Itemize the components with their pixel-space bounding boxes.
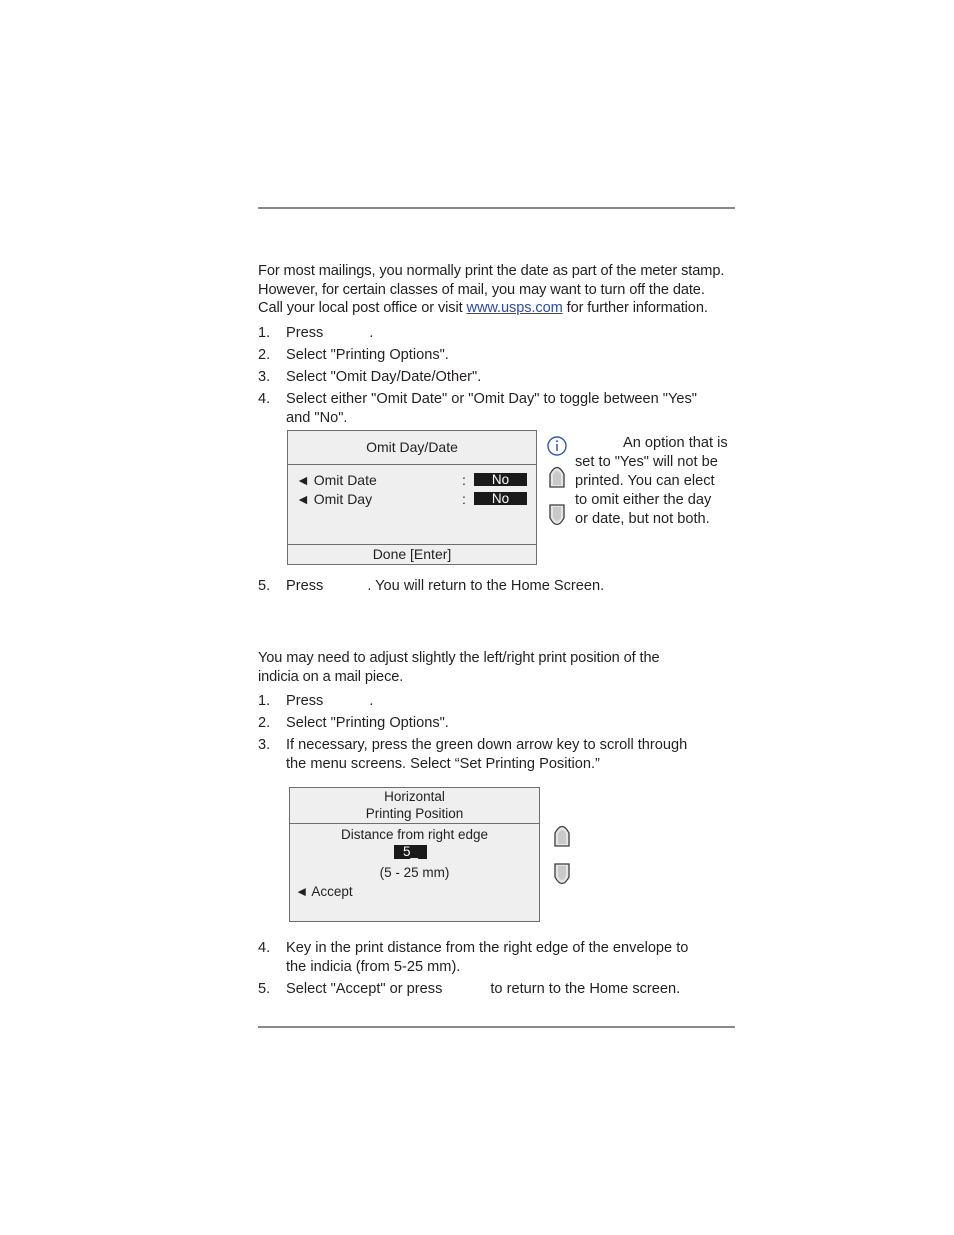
intro-line-1: For most mailings, you normally print the date as part of the meter stamp. <box>258 263 725 279</box>
top-divider <box>258 207 735 209</box>
down-arrow-key-icon <box>547 504 567 529</box>
usps-link[interactable]: www.usps.com <box>466 300 563 316</box>
down-arrow-key-icon <box>552 863 572 888</box>
up-arrow-key-icon <box>552 822 572 847</box>
section1-intro <box>258 262 740 318</box>
up-arrow-key-icon <box>547 463 567 488</box>
section2-intro: You may need to adjust slightly the left/right print position of the indicia on a mail piece. <box>258 650 660 685</box>
omit-day-option[interactable]: ◄ Omit Day <box>296 491 373 507</box>
range-label: (5 - 25 mm) <box>379 865 450 880</box>
omit-date-option[interactable]: ◄ Omit Date <box>296 472 377 488</box>
distance-input[interactable]: 5_ <box>394 845 427 859</box>
info-icon <box>547 436 567 456</box>
omit-day-date-screen: Omit Day/Date ◄ Omit Date : No ◄ Omit Day : No Done [Enter] <box>287 430 537 565</box>
printing-position-screen <box>289 787 540 922</box>
screen-title: Horizontal Printing Position <box>290 788 539 824</box>
accept-option[interactable]: ◄ Accept <box>295 884 353 899</box>
distance-label: Distance from right edge <box>340 827 489 842</box>
screen-title: Omit Day/Date <box>288 431 536 465</box>
omit-day-value: No <box>474 492 527 505</box>
intro-line-3: Call your local post office or visit www.usps.com for further information. <box>258 300 708 316</box>
intro-line-2: However, for certain classes of mail, you may want to turn off the date. <box>258 281 705 298</box>
done-enter-footer[interactable]: Done [Enter] <box>288 544 536 564</box>
omit-note: An option that is set to "Yes" will not be printed. You can elect to omit either the day or date, but not both. <box>575 435 728 527</box>
bottom-divider <box>258 1026 735 1028</box>
omit-date-value: No <box>474 473 527 486</box>
